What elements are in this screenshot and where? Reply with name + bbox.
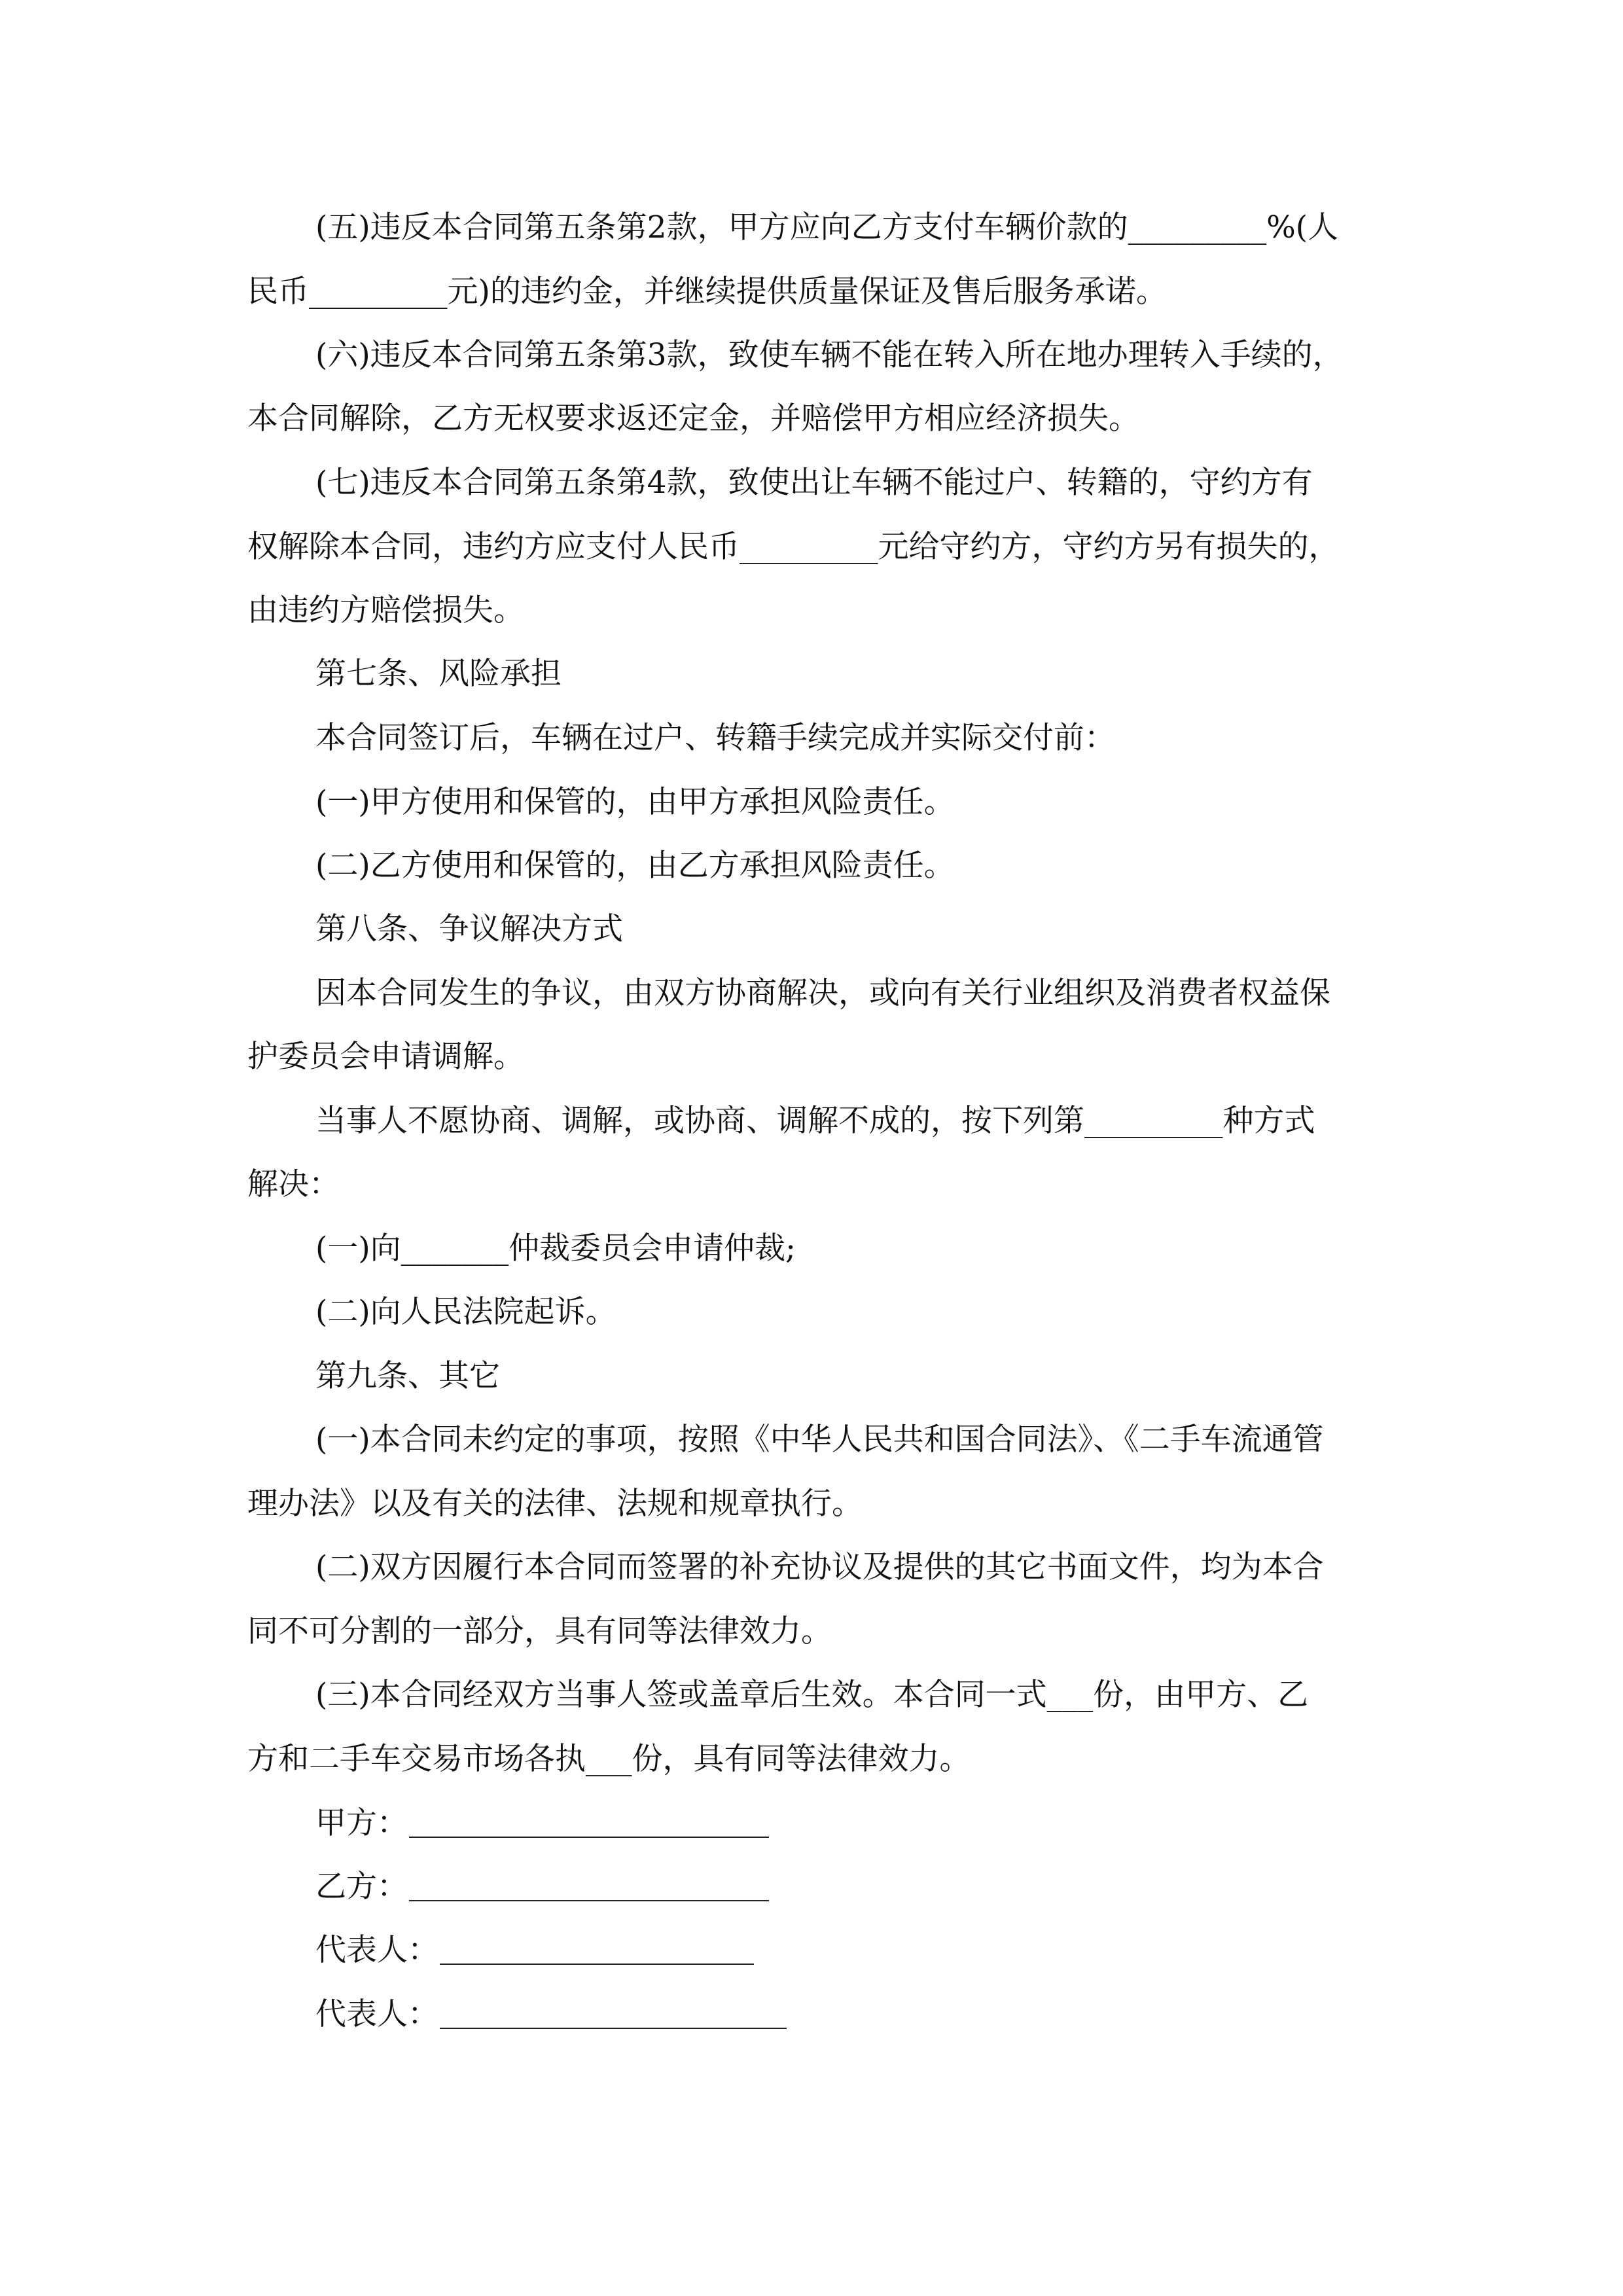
paragraph-line: 权解除本合同，违约方应支付人民币_________元给守约方，守约方另有损失的，: [247, 529, 1340, 565]
section-heading: 第八条、争议解决方式: [315, 911, 623, 947]
section-heading: 第九条、其它: [315, 1358, 500, 1394]
paragraph-line: 当事人不愿协商、调解，或协商、调解不成的，按下列第_________种方式: [315, 1103, 1315, 1139]
paragraph-line: 理办法》以及有关的法律、法规和规章执行。: [247, 1486, 863, 1522]
paragraph-line: 因本合同发生的争议，由双方协商解决，或向有关行业组织及消费者权益保: [315, 975, 1330, 1011]
paragraph-line: (二)乙方使用和保管的，由乙方承担风险责任。: [315, 848, 955, 884]
paragraph-line: (一)向_______仲裁委员会申请仲裁;: [315, 1230, 796, 1266]
paragraph-line: 同不可分割的一部分，具有同等法律效力。: [247, 1613, 832, 1649]
paragraph-line: 护委员会申请调解。: [247, 1039, 524, 1075]
paragraph-line: 本合同签订后，车辆在过户、转籍手续完成并实际交付前：: [315, 720, 1115, 756]
paragraph-line: (二)向人民法院起诉。: [315, 1294, 616, 1330]
paragraph-line: (五)违反本合同第五条第2款，甲方应向乙方支付车辆价款的_________%(人: [315, 209, 1339, 245]
paragraph-line: 民币_________元)的违约金，并继续提供质量保证及售后服务承诺。: [247, 274, 1167, 310]
paragraph-line: (三)本合同经双方当事人签或盖章后生效。本合同一式___份，由甲方、乙: [315, 1677, 1309, 1713]
paragraph-line: (七)违反本合同第五条第4款，致使出让车辆不能过户、转籍的，守约方有: [315, 465, 1313, 501]
signature-line-party-b[interactable]: [409, 1900, 769, 1901]
signature-label-party-b: 乙方：: [315, 1869, 408, 1905]
signature-label-rep-2: 代表人：: [315, 1996, 438, 2032]
signature-line-rep-1[interactable]: [440, 1964, 754, 1965]
paragraph-line: (一)本合同未约定的事项，按照《中华人民共和国合同法》、《二手车流通管: [315, 1422, 1324, 1458]
paragraph-line: (六)违反本合同第五条第3款，致使车辆不能在转入所在地办理转入手续的，: [315, 337, 1344, 373]
signature-line-rep-2[interactable]: [440, 2028, 787, 2029]
paragraph-line: (一)甲方使用和保管的，由甲方承担风险责任。: [315, 784, 955, 820]
paragraph-line: 方和二手车交易市场各执___份，具有同等法律效力。: [247, 1741, 971, 1777]
paragraph-line: 由违约方赔偿损失。: [247, 592, 524, 628]
signature-label-party-a: 甲方：: [315, 1805, 408, 1841]
paragraph-line: 本合同解除，乙方无权要求返还定金，并赔偿甲方相应经济损失。: [247, 401, 1139, 437]
section-heading: 第七条、风险承担: [315, 656, 562, 692]
signature-line-party-a[interactable]: [409, 1837, 769, 1838]
signature-label-rep-1: 代表人：: [315, 1932, 438, 1968]
paragraph-line: 解决：: [247, 1166, 340, 1202]
paragraph-line: (二)双方因履行本合同而签署的补充协议及提供的其它书面文件，均为本合: [315, 1549, 1324, 1585]
